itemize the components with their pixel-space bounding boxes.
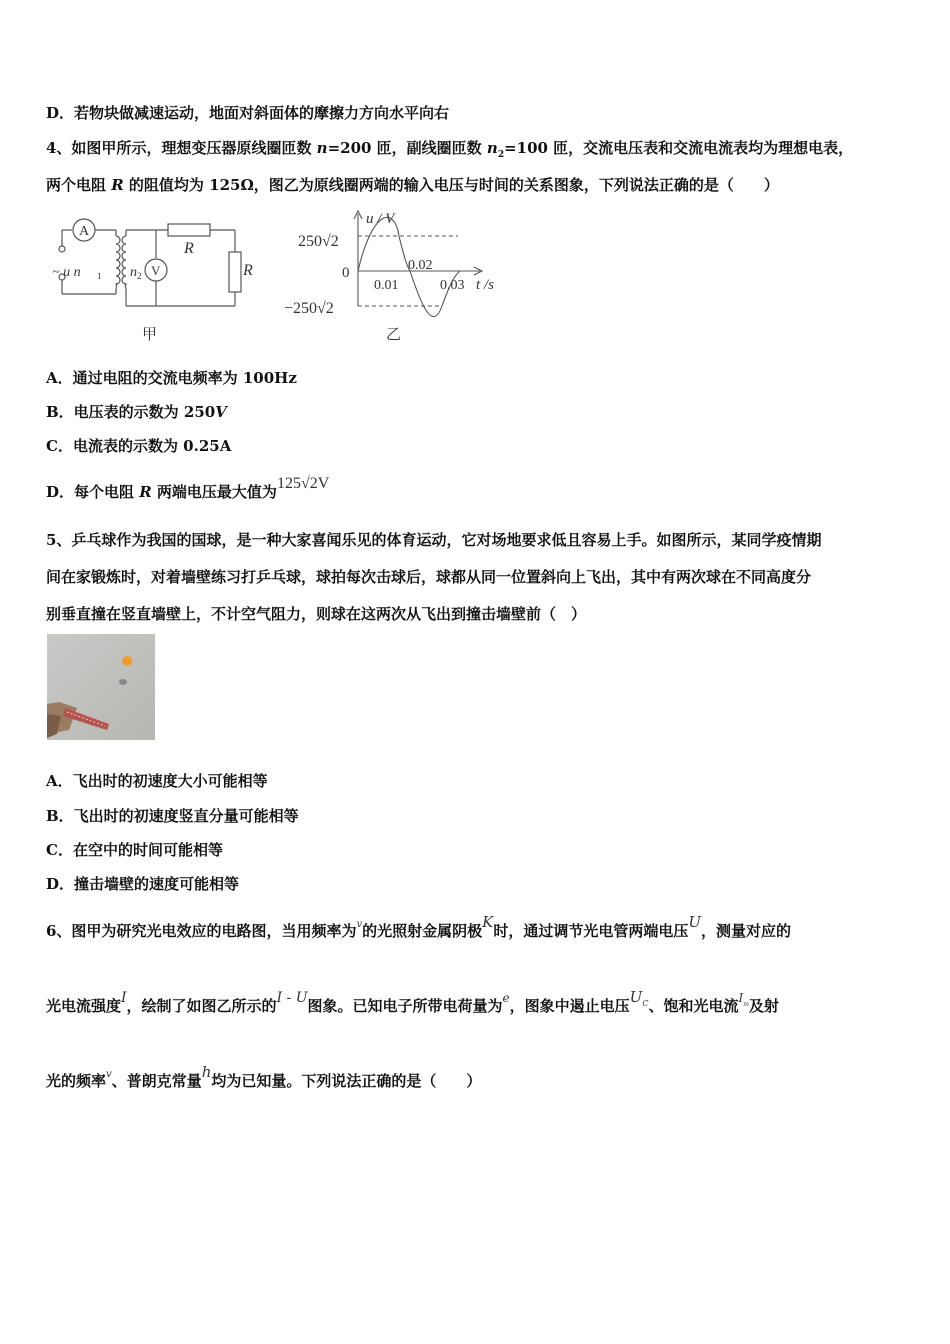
q6-text: 、普朗克常量 [111,1072,202,1090]
q5-option-c: C．在空中的时间可能相等 [46,841,223,859]
q6-text: 光的频率 [46,1072,107,1090]
q6-h-symbol: h [201,1063,212,1081]
q5-stem-line1: 5、乒乓球作为我国的国球，是一种大家喜闻乐见的体育运动，它对场地要求低且容易上手。如图所示，某同学疫情期 [46,531,822,549]
voltmeter-label: V [151,263,161,278]
resistor-top-label: R [184,240,194,257]
q6-text: 、饱和光电流 [648,997,739,1015]
q6-text: 6、图甲为研究光电效应的电路图，当用频率为 [46,922,357,940]
q5-option-d: D．撞击墙壁的速度可能相等 [46,875,240,893]
q6-text: 光电流强度 [46,997,122,1015]
primary-coil-icon [116,236,120,288]
q4-option-b [46,402,227,422]
q4-text: =200 匝，副线圈匝数 [327,139,487,157]
x-tick-002: 0.02 [408,258,433,273]
q4-n2-symbol: n [486,139,498,157]
q4-option-a: A．通过电阻的交流电频率为 100Hz [46,369,297,387]
ping-pong-ball-icon [122,656,132,666]
q4-text: 的阻值均为 125Ω，图乙为原线圈两端的输入电压与时间的关系图象，下列说法正确的是（ ） [123,176,779,194]
resistor-top-icon [168,224,210,236]
source-subscript: 1 [97,271,102,281]
resistor-right-icon [229,252,241,292]
q6-text: 均为已知量。下列说法正确的是（ ） [211,1072,482,1090]
circuit-diagram-jia [48,212,258,352]
q4-n2-subscript: 2 [497,150,505,160]
q4-text: 两个电阻 [46,176,112,194]
q6-stem-line3 [46,1063,482,1094]
q6-text: ，绘制了如图乙所示的 [126,997,277,1015]
q4-stem-line2 [46,175,779,195]
q6-text: 的光照射金属阴极 [362,922,483,940]
q5-option-b: B．飞出时的初速度竖直分量可能相等 [46,807,299,825]
q5-stem-line3: 别垂直撞在竖直墙壁上，不计空气阻力，则球在这两次从飞出到撞击墙壁前（ ） [46,605,587,623]
q4-option-d-text: 两端电压最大值为 [151,483,277,501]
q4-stem-line1 [46,138,853,165]
x-tick-001: 0.01 [374,278,399,293]
q6-e-symbol: e [502,991,510,1005]
x-axis-label: t /s [476,277,494,293]
x-tick-003: 0.03 [440,278,465,293]
q6-uc-symbol: U [629,988,643,1006]
q6-text: ，图象中遏止电压 [509,997,630,1015]
q4-option-b-unit: V [215,403,227,421]
q6-im-symbol: I [738,991,744,1005]
y-zero-label: 0 [342,265,350,281]
figure-caption-yi: 乙 [386,327,402,343]
q6-text: ，测量对应的 [701,922,792,940]
q6-i-symbol: I [121,990,127,1006]
figure-caption-jia: 甲 [142,327,158,343]
y-axis-label: u / V [366,211,395,227]
resistor-right-label: R [243,262,253,279]
q6-v-symbol: v [356,919,363,930]
q4-text: 4、如图甲所示，理想变压器原线圈匝数 [46,139,317,157]
q4-option-d-math: 125√2V [276,475,330,492]
q6-iu-symbol: I - U [276,990,308,1006]
q6-im-subscript: m [743,1001,749,1008]
secondary-coil-icon [122,236,126,288]
q4-option-b-text: B．电压表的示数为 250 [46,403,216,421]
q6-text: 图象。已知电子所带电荷量为 [307,997,503,1015]
q4-r-symbol: R [111,176,124,194]
ping-pong-photo [47,634,155,740]
q6-u-symbol: U [688,913,702,931]
q6-text: 及射 [748,997,779,1015]
prev-option-d: D．若物块做减速运动，地面对斜面体的摩擦力方向水平向右 [46,104,450,122]
q6-stem-line2 [46,988,779,1020]
q6-k-symbol: K [482,913,494,931]
q4-option-d-text: D．每个电阻 [46,483,140,501]
voltage-time-graph-yi [280,206,520,352]
q4-option-d [46,475,330,503]
secondary-label: n [130,265,137,280]
q5-option-a: A．飞出时的初速度大小可能相等 [46,772,268,790]
source-label: ~ u n [52,265,81,280]
y-max-label: 250√2 [298,233,339,250]
secondary-subscript: 2 [137,271,142,281]
y-min-label: −250√2 [284,300,334,317]
q6-stem-line1 [46,913,792,944]
q6-v2-symbol: v [106,1069,112,1080]
q4-n1-symbol: n [316,139,328,157]
q4-option-c: C．电流表的示数为 0.25A [46,437,232,455]
q4-option-d-r: R [139,483,152,501]
q6-uc-subscript: C [642,999,649,1008]
ammeter-label: A [79,224,90,239]
q6-text: 时，通过调节光电管两端电压 [493,922,689,940]
q5-stem-line2: 间在家锻炼时，对着墙壁练习打乒乓球，球拍每次击球后，球都从同一位置斜向上飞出，其中有两次球在不同高度分 [46,568,812,586]
q4-text: =100 匝，交流电压表和交流电流表均为理想电表， [504,139,854,157]
